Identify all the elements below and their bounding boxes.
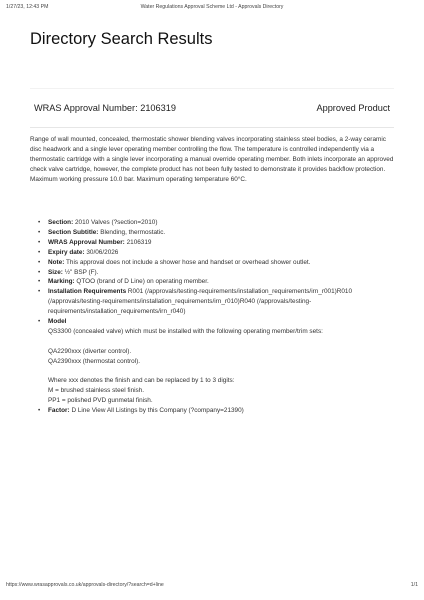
detail-subtitle xyxy=(36,228,394,238)
model-line: M = brushed stainless steel finish. xyxy=(48,387,145,395)
detail-size xyxy=(36,268,394,278)
detail-value: This approval does not include a shower hose and handset or overhead shower outlet. xyxy=(64,258,311,266)
detail-label: Section Subtitle: xyxy=(48,228,99,236)
print-header xyxy=(6,4,418,14)
detail-value: ½" BSP (F). xyxy=(62,268,99,276)
detail-approval-number xyxy=(36,238,394,248)
print-footer xyxy=(6,582,418,590)
spacer xyxy=(48,337,394,347)
model-line: QA2290xxx (diverter control). xyxy=(48,347,132,355)
detail-value: 2106319 xyxy=(124,238,152,246)
bullet-icon: • xyxy=(38,248,41,256)
bullet-icon: • xyxy=(38,407,41,415)
product-description: Range of wall mounted, concealed, thermostatic shower blending valves incorporating stainless steel bodies, a 2-way ceramic disc headwork and a single lever operating member controlling the flow. The temperature is controlled independently via a thermostatic cartridge with a single lever incorporating a manual override operating member. Both inlets incorporate an approved check valve cartridge, however, the complete product has not been fully tested to demonstrate it provides backflow protection. Maximum working pressure 10.0 bar. Maximum operating temperature 60°C. xyxy=(30,136,394,183)
detail-label: WRAS Approval Number: xyxy=(48,238,125,246)
detail-label: Installation Requirements xyxy=(48,288,127,296)
detail-section xyxy=(36,218,394,228)
bullet-icon: • xyxy=(38,238,41,246)
bullet-icon: • xyxy=(38,268,41,276)
detail-installation xyxy=(36,287,394,317)
spacer xyxy=(48,367,394,377)
detail-value: Blending, thermostatic. xyxy=(98,228,166,236)
detail-label: Size: xyxy=(48,268,63,276)
approval-bar xyxy=(30,88,394,128)
detail-label: Factor: xyxy=(48,407,70,415)
model-line: PP1 = polished PVD gunmetal finish. xyxy=(48,397,153,405)
product-details-list xyxy=(36,218,394,416)
detail-label: Marking: xyxy=(48,278,75,286)
print-url: https://www.wrasapprovals.co.uk/approvals-directory/?search=d+line xyxy=(6,582,164,588)
detail-label: Note: xyxy=(48,258,65,266)
print-document-title: Water Regulations Approval Scheme Ltd - Approvals Directory xyxy=(140,4,284,10)
detail-value: 30/06/2026 xyxy=(84,248,119,256)
section-link[interactable]: 2010 Valves (?section=2010) xyxy=(73,219,158,226)
model-line: Where xxx denotes the finish and can be replaced by 1 to 3 digits: xyxy=(48,377,235,385)
bullet-icon: • xyxy=(38,288,41,296)
installation-requirements-links[interactable]: R001 (/approvals/testing-requirements/installation_requirements/irn_r001)R010 (/approvals/testing-requirements/installation_requirements/irn_r010)R040 (/approvals/testing-requirements/installation_requirements/irn_r040) xyxy=(48,288,353,316)
detail-label: Model xyxy=(48,318,67,326)
page-count: 1/1 xyxy=(410,582,418,588)
bullet-icon: • xyxy=(38,278,41,286)
detail-label: Section: xyxy=(48,219,74,226)
detail-marking xyxy=(36,277,394,287)
detail-value: QTOO (brand of D Line) on operating member. xyxy=(74,278,209,286)
detail-model xyxy=(36,317,394,406)
detail-label: Expiry date: xyxy=(48,248,85,256)
approval-status: Approved Product xyxy=(316,103,390,113)
detail-note xyxy=(36,258,394,268)
company-listings-link[interactable]: D Line View All Listings by this Company (?company=21390) xyxy=(69,407,244,415)
print-date: 1/27/23, 12:43 PM xyxy=(6,4,49,10)
model-block xyxy=(48,327,394,406)
bullet-icon: • xyxy=(38,219,41,226)
bullet-icon: • xyxy=(38,258,41,266)
page-title: Directory Search Results xyxy=(30,30,213,48)
model-line: QS3300 (concealed valve) which must be installed with the following operating member/trim sets: xyxy=(48,327,323,335)
model-line: QA2390xxx (thermostat control). xyxy=(48,357,140,365)
detail-factor xyxy=(36,406,394,416)
approval-number-heading: WRAS Approval Number: 2106319 xyxy=(34,103,176,113)
bullet-icon: • xyxy=(38,318,41,326)
bullet-icon: • xyxy=(38,228,41,236)
detail-expiry xyxy=(36,248,394,258)
